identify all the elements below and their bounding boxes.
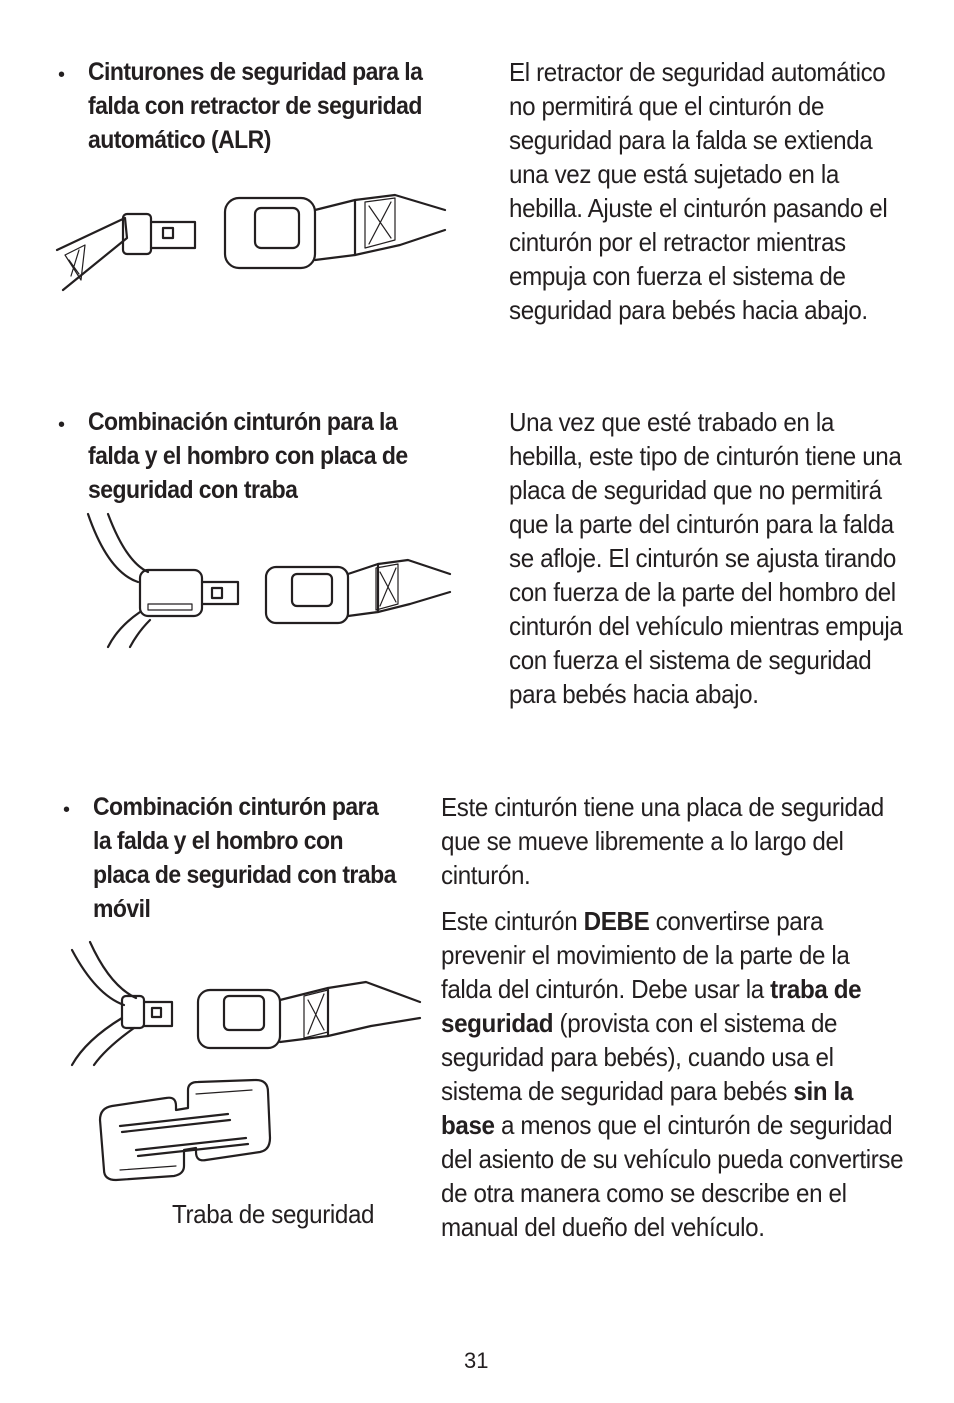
locking-clip-icon	[96, 1080, 276, 1180]
sliding-latch-illustration	[66, 940, 426, 1070]
body2-debe: DEBE	[583, 906, 650, 936]
clip-caption: Traba de seguridad	[172, 1199, 375, 1229]
body2-sin-la-base: sin la base	[441, 1076, 853, 1140]
section-3-heading: Combinación cinturón para la falda y el hombro con placa de seguridad con traba móvil	[93, 793, 396, 923]
bullet-1: •	[58, 64, 66, 86]
body2-traba: traba de seguridad	[441, 974, 862, 1038]
section-2-heading-wrap	[88, 405, 468, 507]
section-1-heading-wrap	[88, 55, 468, 157]
bullet-3: •	[63, 799, 71, 821]
section-3-heading-wrap	[93, 790, 428, 926]
section-3-body-2	[441, 904, 906, 1244]
section-3-body	[441, 790, 906, 1256]
page-number: 31	[464, 1348, 489, 1373]
section-1-body	[509, 55, 904, 339]
body2-part-e: (provista con el sistema de seguridad para bebés), cuando usa el sistema de seguridad para bebés	[441, 1008, 838, 1106]
alr-belt-illustration	[55, 190, 455, 300]
section-2-body-text: Una vez que esté trabado en la hebilla, este tipo de cinturón tiene una placa de seguridad que no permitirá que la parte del cinturón para la falda se afloje. El cinturón se ajusta tirando con fuerza de la parte del hombro del cinturón del vehículo mientras empuja con fuerza el sistema de seguridad para bebés hacia abajo.	[509, 407, 903, 709]
section-1-heading: Cinturones de seguridad para la falda con retractor de seguridad automático (ALR)	[88, 58, 423, 154]
section-1-body-text: El retractor de seguridad automático no permitirá que el cinturón de seguridad para la falda se extienda una vez que está sujetado en la hebilla. Ajuste el cinturón pasando el cinturón por el retractor mientras empuja con fuerza el sistema de seguridad para bebés hacia abajo.	[509, 57, 888, 325]
locking-latch-illustration	[78, 512, 458, 652]
section-3-body-1: Este cinturón tiene una placa de seguridad que se mueve libremente a lo largo del cinturón.	[441, 792, 884, 890]
body2-part-g: a menos que el cinturón de seguridad del asiento de su vehículo pueda convertirse de otra manera como se describe en el manual del dueño del vehículo.	[441, 1110, 904, 1242]
body2-part-a: Este cinturón	[441, 906, 584, 936]
body2-part-c: convertirse para prevenir el movimiento de la parte de la falda del cinturón. Debe usar la	[441, 906, 850, 1004]
section-2-body	[509, 405, 904, 723]
section-2-heading: Combinación cinturón para la falda y el hombro con placa de seguridad con traba	[88, 408, 408, 504]
bullet-2: •	[58, 414, 66, 436]
